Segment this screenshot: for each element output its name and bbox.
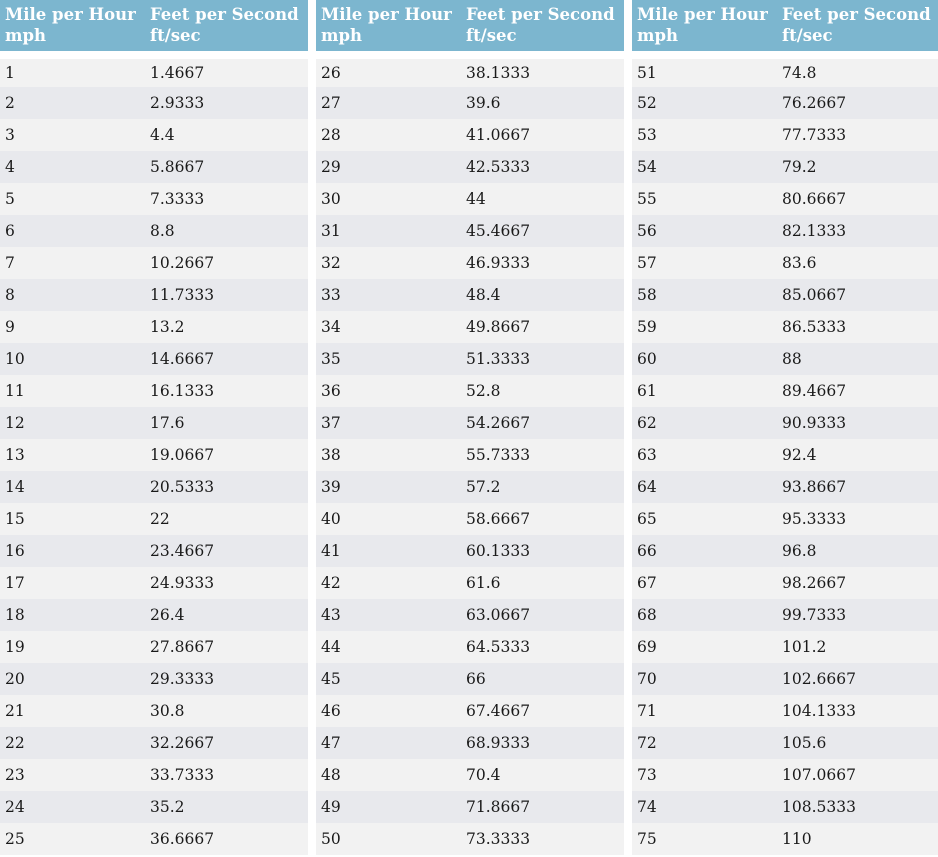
fps-cell: 16.1333	[145, 375, 308, 407]
header-fps-unit: ft/sec	[150, 26, 201, 45]
table-row	[316, 663, 624, 695]
fps-cell: 89.4667	[777, 375, 938, 407]
mph-cell: 19	[0, 631, 145, 663]
fps-cell: 46.9333	[461, 247, 624, 279]
fps-cell: 35.2	[145, 791, 308, 823]
mph-cell: 73	[632, 759, 777, 791]
fps-cell: 104.1333	[777, 695, 938, 727]
mph-cell: 23	[0, 759, 145, 791]
table-row	[316, 535, 624, 567]
fps-cell: 95.3333	[777, 503, 938, 535]
mph-cell: 25	[0, 823, 145, 855]
table-row	[0, 535, 308, 567]
table-row	[0, 279, 308, 311]
header-fps	[461, 0, 624, 55]
mph-cell: 49	[316, 791, 461, 823]
mph-cell: 30	[316, 183, 461, 215]
table-row	[632, 279, 938, 311]
fps-cell: 85.0667	[777, 279, 938, 311]
fps-cell: 105.6	[777, 727, 938, 759]
table-row	[316, 343, 624, 375]
fps-cell: 82.1333	[777, 215, 938, 247]
header-fps-unit: ft/sec	[466, 26, 517, 45]
mph-cell: 5	[0, 183, 145, 215]
table-row	[0, 407, 308, 439]
mph-cell: 21	[0, 695, 145, 727]
mph-cell: 56	[632, 215, 777, 247]
fps-cell: 29.3333	[145, 663, 308, 695]
table-row	[316, 759, 624, 791]
mph-cell: 59	[632, 311, 777, 343]
header-mph	[0, 0, 145, 55]
fps-cell: 10.2667	[145, 247, 308, 279]
fps-cell: 32.2667	[145, 727, 308, 759]
fps-cell: 33.7333	[145, 759, 308, 791]
fps-cell: 86.5333	[777, 311, 938, 343]
mph-cell: 64	[632, 471, 777, 503]
header-mph-title: Mile per Hour	[637, 5, 768, 24]
mph-cell: 51	[632, 55, 777, 87]
table-row	[632, 87, 938, 119]
table-row	[316, 87, 624, 119]
mph-cell: 43	[316, 599, 461, 631]
fps-cell: 83.6	[777, 247, 938, 279]
mph-cell: 31	[316, 215, 461, 247]
table-row	[0, 311, 308, 343]
fps-cell: 23.4667	[145, 535, 308, 567]
table-row	[632, 791, 938, 823]
fps-cell: 58.6667	[461, 503, 624, 535]
mph-cell: 70	[632, 663, 777, 695]
mph-cell: 18	[0, 599, 145, 631]
table-row	[0, 55, 308, 87]
table-row	[316, 119, 624, 151]
table-body	[632, 55, 938, 855]
table-row	[632, 343, 938, 375]
mph-cell: 71	[632, 695, 777, 727]
fps-cell: 76.2667	[777, 87, 938, 119]
header-fps-title: Feet per Second	[782, 5, 931, 24]
conversion-table-2	[316, 0, 624, 857]
mph-cell: 69	[632, 631, 777, 663]
conversion-table-3	[632, 0, 938, 857]
mph-cell: 61	[632, 375, 777, 407]
mph-cell: 39	[316, 471, 461, 503]
header-mph-unit: mph	[637, 26, 678, 45]
table-row	[0, 247, 308, 279]
fps-cell: 66	[461, 663, 624, 695]
table-row	[632, 375, 938, 407]
mph-cell: 40	[316, 503, 461, 535]
mph-cell: 32	[316, 247, 461, 279]
mph-cell: 8	[0, 279, 145, 311]
mph-cell: 74	[632, 791, 777, 823]
table-row	[0, 823, 308, 855]
fps-cell: 68.9333	[461, 727, 624, 759]
table-row	[316, 407, 624, 439]
fps-cell: 51.3333	[461, 343, 624, 375]
mph-cell: 22	[0, 727, 145, 759]
table-row	[0, 567, 308, 599]
fps-cell: 30.8	[145, 695, 308, 727]
header-mph-title: Mile per Hour	[5, 5, 136, 24]
mph-cell: 48	[316, 759, 461, 791]
fps-cell: 88	[777, 343, 938, 375]
header-fps-unit: ft/sec	[782, 26, 833, 45]
mph-cell: 52	[632, 87, 777, 119]
fps-cell: 77.7333	[777, 119, 938, 151]
table-row	[632, 631, 938, 663]
table-row	[0, 375, 308, 407]
fps-cell: 108.5333	[777, 791, 938, 823]
conversion-table-1	[0, 0, 308, 857]
table-row	[0, 343, 308, 375]
fps-cell: 61.6	[461, 567, 624, 599]
header-mph-unit: mph	[5, 26, 46, 45]
table-row	[632, 215, 938, 247]
table-row	[0, 791, 308, 823]
header-fps	[145, 0, 308, 55]
fps-cell: 63.0667	[461, 599, 624, 631]
fps-cell: 57.2	[461, 471, 624, 503]
fps-cell: 38.1333	[461, 55, 624, 87]
fps-cell: 13.2	[145, 311, 308, 343]
fps-cell: 70.4	[461, 759, 624, 791]
fps-cell: 101.2	[777, 631, 938, 663]
mph-cell: 27	[316, 87, 461, 119]
fps-cell: 92.4	[777, 439, 938, 471]
fps-cell: 79.2	[777, 151, 938, 183]
mph-cell: 75	[632, 823, 777, 855]
header-mph-title: Mile per Hour	[321, 5, 452, 24]
fps-cell: 64.5333	[461, 631, 624, 663]
fps-cell: 26.4	[145, 599, 308, 631]
mph-cell: 60	[632, 343, 777, 375]
fps-cell: 90.9333	[777, 407, 938, 439]
fps-cell: 67.4667	[461, 695, 624, 727]
mph-cell: 63	[632, 439, 777, 471]
table-row	[316, 791, 624, 823]
fps-cell: 7.3333	[145, 183, 308, 215]
fps-cell: 2.9333	[145, 87, 308, 119]
table-row	[632, 311, 938, 343]
mph-cell: 67	[632, 567, 777, 599]
mph-cell: 17	[0, 567, 145, 599]
fps-cell: 110	[777, 823, 938, 855]
fps-cell: 1.4667	[145, 55, 308, 87]
mph-cell: 15	[0, 503, 145, 535]
mph-cell: 41	[316, 535, 461, 567]
fps-cell: 22	[145, 503, 308, 535]
mph-cell: 58	[632, 279, 777, 311]
mph-cell: 26	[316, 55, 461, 87]
mph-cell: 55	[632, 183, 777, 215]
table-row	[632, 663, 938, 695]
fps-cell: 73.3333	[461, 823, 624, 855]
header-row	[632, 0, 938, 55]
table-row	[0, 439, 308, 471]
fps-cell: 14.6667	[145, 343, 308, 375]
fps-cell: 98.2667	[777, 567, 938, 599]
header-mph	[316, 0, 461, 55]
mph-cell: 28	[316, 119, 461, 151]
fps-cell: 41.0667	[461, 119, 624, 151]
mph-cell: 47	[316, 727, 461, 759]
fps-cell: 19.0667	[145, 439, 308, 471]
table-row	[0, 215, 308, 247]
mph-cell: 12	[0, 407, 145, 439]
mph-cell: 33	[316, 279, 461, 311]
table-row	[632, 599, 938, 631]
table-row	[316, 823, 624, 855]
fps-cell: 99.7333	[777, 599, 938, 631]
table-row	[632, 439, 938, 471]
mph-cell: 14	[0, 471, 145, 503]
fps-cell: 55.7333	[461, 439, 624, 471]
mph-cell: 65	[632, 503, 777, 535]
table-row	[0, 631, 308, 663]
table-row	[632, 567, 938, 599]
table-row	[0, 87, 308, 119]
fps-cell: 74.8	[777, 55, 938, 87]
fps-cell: 39.6	[461, 87, 624, 119]
table-row	[0, 151, 308, 183]
table-row	[316, 311, 624, 343]
table-row	[632, 151, 938, 183]
table-row	[0, 759, 308, 791]
table-row	[632, 407, 938, 439]
table-row	[316, 247, 624, 279]
table-row	[0, 119, 308, 151]
table-row	[316, 439, 624, 471]
table-row	[316, 727, 624, 759]
fps-cell: 102.6667	[777, 663, 938, 695]
header-mph-unit: mph	[321, 26, 362, 45]
mph-cell: 44	[316, 631, 461, 663]
mph-cell: 57	[632, 247, 777, 279]
mph-cell: 3	[0, 119, 145, 151]
table-row	[316, 183, 624, 215]
mph-cell: 35	[316, 343, 461, 375]
table-row	[316, 279, 624, 311]
mph-cell: 45	[316, 663, 461, 695]
fps-cell: 45.4667	[461, 215, 624, 247]
mph-cell: 66	[632, 535, 777, 567]
mph-cell: 54	[632, 151, 777, 183]
fps-cell: 54.2667	[461, 407, 624, 439]
mph-cell: 36	[316, 375, 461, 407]
table-row	[632, 471, 938, 503]
mph-cell: 29	[316, 151, 461, 183]
fps-cell: 48.4	[461, 279, 624, 311]
table-row	[0, 503, 308, 535]
fps-cell: 17.6	[145, 407, 308, 439]
header-fps-title: Feet per Second	[466, 5, 615, 24]
table-row	[316, 471, 624, 503]
header-row	[0, 0, 308, 55]
mph-cell: 68	[632, 599, 777, 631]
mph-cell: 16	[0, 535, 145, 567]
fps-cell: 4.4	[145, 119, 308, 151]
fps-cell: 44	[461, 183, 624, 215]
mph-cell: 34	[316, 311, 461, 343]
table-row	[0, 183, 308, 215]
mph-cell: 4	[0, 151, 145, 183]
table-row	[316, 503, 624, 535]
table-row	[0, 471, 308, 503]
table-row	[316, 631, 624, 663]
table-row	[632, 823, 938, 855]
table-row	[632, 535, 938, 567]
mph-cell: 62	[632, 407, 777, 439]
table-row	[0, 663, 308, 695]
table-row	[316, 375, 624, 407]
header-fps-title: Feet per Second	[150, 5, 299, 24]
table-row	[316, 599, 624, 631]
fps-cell: 27.8667	[145, 631, 308, 663]
fps-cell: 24.9333	[145, 567, 308, 599]
header-row	[316, 0, 624, 55]
table-row	[632, 759, 938, 791]
table-row	[316, 151, 624, 183]
table-row	[316, 55, 624, 87]
table-row	[0, 599, 308, 631]
header-fps	[777, 0, 938, 55]
mph-cell: 7	[0, 247, 145, 279]
mph-cell: 11	[0, 375, 145, 407]
fps-cell: 71.8667	[461, 791, 624, 823]
header-mph	[632, 0, 777, 55]
mph-cell: 20	[0, 663, 145, 695]
mph-cell: 38	[316, 439, 461, 471]
table-row	[632, 183, 938, 215]
fps-cell: 8.8	[145, 215, 308, 247]
mph-cell: 50	[316, 823, 461, 855]
fps-cell: 93.8667	[777, 471, 938, 503]
fps-cell: 42.5333	[461, 151, 624, 183]
fps-cell: 80.6667	[777, 183, 938, 215]
mph-cell: 37	[316, 407, 461, 439]
table-body	[316, 55, 624, 855]
fps-cell: 36.6667	[145, 823, 308, 855]
fps-cell: 11.7333	[145, 279, 308, 311]
mph-cell: 24	[0, 791, 145, 823]
table-row	[0, 695, 308, 727]
mph-cell: 53	[632, 119, 777, 151]
fps-cell: 52.8	[461, 375, 624, 407]
mph-cell: 46	[316, 695, 461, 727]
table-row	[632, 247, 938, 279]
mph-cell: 9	[0, 311, 145, 343]
table-row	[0, 727, 308, 759]
table-row	[632, 503, 938, 535]
mph-cell: 10	[0, 343, 145, 375]
fps-cell: 5.8667	[145, 151, 308, 183]
mph-cell: 6	[0, 215, 145, 247]
mph-cell: 1	[0, 55, 145, 87]
table-row	[316, 567, 624, 599]
mph-cell: 2	[0, 87, 145, 119]
mph-cell: 13	[0, 439, 145, 471]
table-body	[0, 55, 308, 855]
table-row	[632, 55, 938, 87]
mph-cell: 72	[632, 727, 777, 759]
table-row	[316, 695, 624, 727]
table-row	[632, 695, 938, 727]
table-row	[316, 215, 624, 247]
table-row	[632, 727, 938, 759]
table-row	[632, 119, 938, 151]
fps-cell: 49.8667	[461, 311, 624, 343]
mph-cell: 42	[316, 567, 461, 599]
fps-cell: 107.0667	[777, 759, 938, 791]
fps-cell: 96.8	[777, 535, 938, 567]
fps-cell: 20.5333	[145, 471, 308, 503]
fps-cell: 60.1333	[461, 535, 624, 567]
